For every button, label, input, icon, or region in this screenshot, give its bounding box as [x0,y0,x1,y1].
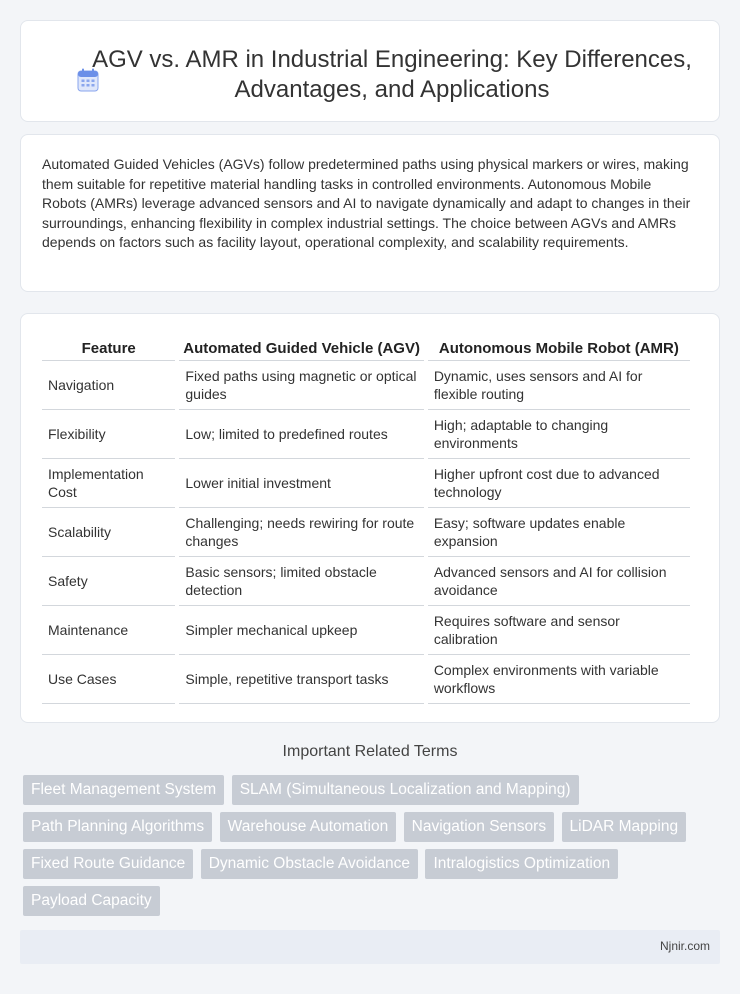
related-terms-heading: Important Related Terms [282,743,458,760]
related-terms-list [23,775,723,923]
term-tag[interactable]: Fleet Management System [23,775,224,805]
table-row [42,655,690,704]
feature-cell: Safety [42,557,175,606]
term-tag[interactable]: Payload Capacity [23,886,160,916]
comparison-card [20,313,720,723]
feature-cell: Flexibility [42,410,175,459]
term-tag[interactable]: Path Planning Algorithms [23,812,212,842]
agv-cell: Simple, repetitive transport tasks [179,655,423,704]
amr-cell: Higher upfront cost due to advanced technology [428,459,690,508]
feature-cell: Use Cases [42,655,175,704]
column-header-feature: Feature [42,335,175,361]
feature-cell: Implementation Cost [42,459,175,508]
table-row [42,410,690,459]
amr-cell: High; adaptable to changing environments [428,410,690,459]
feature-cell: Scalability [42,508,175,557]
amr-cell: Complex environments with variable workflows [428,655,690,704]
table-row [42,361,690,410]
term-tag[interactable]: Navigation Sensors [404,812,554,842]
agv-cell: Low; limited to predefined routes [179,410,423,459]
table-row [42,508,690,557]
term-tag[interactable]: LiDAR Mapping [562,812,687,842]
agv-cell: Simpler mechanical upkeep [179,606,423,655]
table-row [42,606,690,655]
amr-cell: Requires software and sensor calibration [428,606,690,655]
comparison-table [38,335,694,704]
agv-cell: Lower initial investment [179,459,423,508]
term-tag[interactable]: Intralogistics Optimization [425,849,618,879]
footer-site-name[interactable]: Njnir.com [659,939,710,953]
term-tag[interactable]: Dynamic Obstacle Avoidance [201,849,418,879]
intro-card [20,134,720,292]
column-header-amr: Autonomous Mobile Robot (AMR) [428,335,690,361]
amr-cell: Easy; software updates enable expansion [428,508,690,557]
feature-cell: Maintenance [42,606,175,655]
term-tag[interactable]: Fixed Route Guidance [23,849,193,879]
footer [20,930,720,964]
table-row [42,557,690,606]
page-title: AGV vs. AMR in Industrial Engineering: Key Differences, Advantages, and Applications [92,46,692,103]
agv-cell: Fixed paths using magnetic or optical guides [179,361,423,410]
term-tag[interactable]: Warehouse Automation [220,812,397,842]
agv-cell: Challenging; needs rewiring for route changes [179,508,423,557]
feature-cell: Navigation [42,361,175,410]
term-tag[interactable]: SLAM (Simultaneous Localization and Mapping) [232,775,579,805]
amr-cell: Advanced sensors and AI for collision avoidance [428,557,690,606]
title-card [20,20,720,122]
amr-cell: Dynamic, uses sensors and AI for flexible routing [428,361,690,410]
column-header-agv: Automated Guided Vehicle (AGV) [179,335,423,361]
table-header-row [42,335,690,361]
table-row [42,459,690,508]
agv-cell: Basic sensors; limited obstacle detection [179,557,423,606]
intro-paragraph: Automated Guided Vehicles (AGVs) follow predetermined paths using physical markers or wires, making them suitable for repetitive material handling tasks in controlled environments. Autonomous Mobile Robots (AMRs) leverage advanced sensors and AI to navigate dynamically and adapt to changes in their surroundings, enhancing flexibility in complex industrial settings. The choice between AGVs and AMRs depends on factors such as facility layout, operational complexity, and scalability requirements. [42,156,691,250]
